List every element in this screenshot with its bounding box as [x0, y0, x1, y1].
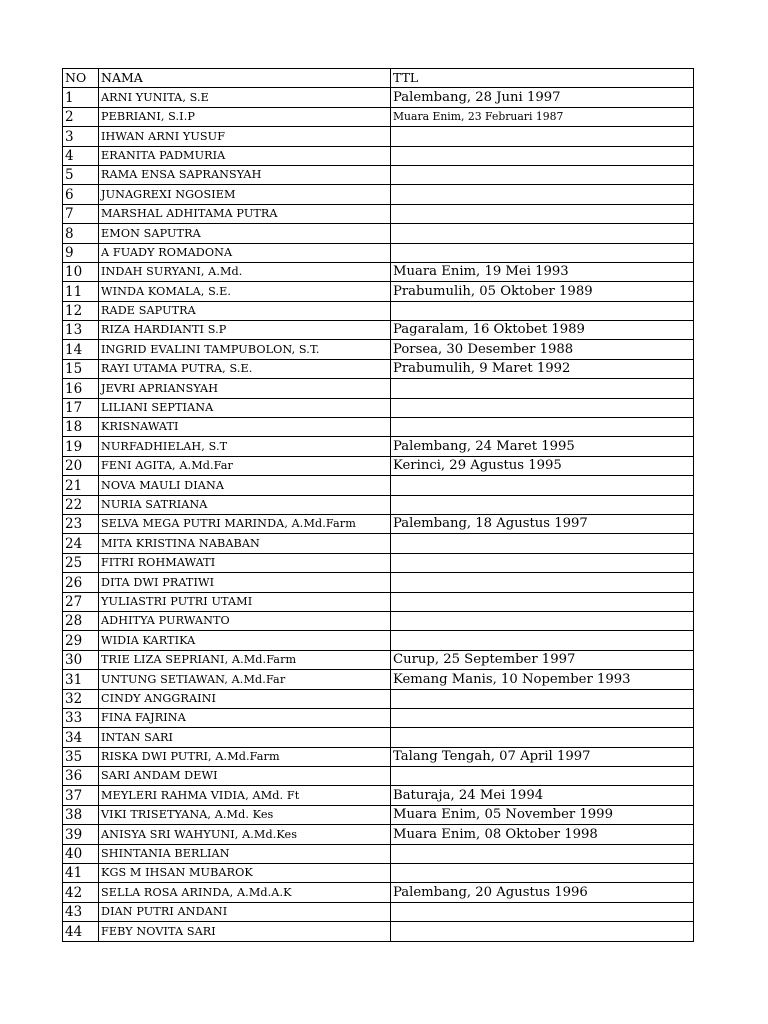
table-row	[63, 747, 694, 766]
birth-place-date-cell	[391, 379, 694, 398]
name-cell: KRISNAWATI	[99, 418, 391, 437]
table-row	[63, 611, 694, 630]
row-number-cell: 40	[63, 844, 99, 863]
birth-place-date-cell	[391, 864, 694, 883]
name-cell: PEBRIANI, S.I.P	[99, 107, 391, 126]
table-row	[63, 224, 694, 243]
birth-place-date-cell: Palembang, 28 Juni 1997	[391, 88, 694, 107]
birth-place-date-cell: Palembang, 20 Agustus 1996	[391, 883, 694, 902]
table-row	[63, 146, 694, 165]
birth-place-date-cell	[391, 902, 694, 921]
table-row	[63, 107, 694, 126]
birth-place-date-cell: Porsea, 30 Desember 1988	[391, 340, 694, 359]
name-list-table	[62, 68, 694, 942]
row-number-cell: 23	[63, 514, 99, 533]
name-cell: A FUADY ROMADONA	[99, 243, 391, 262]
birth-place-date-cell	[391, 185, 694, 204]
birth-place-date-cell: Talang Tengah, 07 April 1997	[391, 747, 694, 766]
table-row	[63, 165, 694, 184]
birth-place-date-cell: Prabumulih, 9 Maret 1992	[391, 359, 694, 378]
birth-place-date-cell: Muara Enim, 19 Mei 1993	[391, 262, 694, 281]
table-row	[63, 398, 694, 417]
name-cell: MARSHAL ADHITAMA PUTRA	[99, 204, 391, 223]
row-number-cell: 42	[63, 883, 99, 902]
name-cell: WINDA KOMALA, S.E.	[99, 282, 391, 301]
name-cell: JUNAGREXI NGOSIEM	[99, 185, 391, 204]
birth-place-date-cell	[391, 844, 694, 863]
birth-place-date-cell	[391, 592, 694, 611]
row-number-cell: 21	[63, 476, 99, 495]
name-cell: ANISYA SRI WAHYUNI, A.Md.Kes	[99, 825, 391, 844]
table-row	[63, 650, 694, 669]
table-row	[63, 321, 694, 340]
table-row	[63, 553, 694, 572]
name-cell: KGS M IHSAN MUBAROK	[99, 864, 391, 883]
name-cell: FITRI ROHMAWATI	[99, 553, 391, 572]
row-number-cell: 25	[63, 553, 99, 572]
name-cell: RAYI UTAMA PUTRA, S.E.	[99, 359, 391, 378]
table-row	[63, 902, 694, 921]
row-number-cell: 13	[63, 321, 99, 340]
name-cell: NOVA MAULI DIANA	[99, 476, 391, 495]
birth-place-date-cell	[391, 553, 694, 572]
name-cell: ADHITYA PURWANTO	[99, 611, 391, 630]
row-number-cell: 15	[63, 359, 99, 378]
birth-place-date-cell: Kerinci, 29 Agustus 1995	[391, 456, 694, 475]
birth-place-date-cell	[391, 534, 694, 553]
row-number-cell: 1	[63, 88, 99, 107]
table-header	[63, 69, 694, 88]
birth-place-date-cell	[391, 476, 694, 495]
birth-place-date-cell	[391, 398, 694, 417]
birth-place-date-cell	[391, 922, 694, 941]
name-cell: IHWAN ARNI YUSUF	[99, 127, 391, 146]
row-number-cell: 12	[63, 301, 99, 320]
table-row	[63, 301, 694, 320]
row-number-cell: 44	[63, 922, 99, 941]
birth-place-date-cell	[391, 204, 694, 223]
table-row	[63, 883, 694, 902]
table-row	[63, 379, 694, 398]
row-number-cell: 41	[63, 864, 99, 883]
table-row	[63, 340, 694, 359]
row-number-cell: 36	[63, 767, 99, 786]
row-number-cell: 33	[63, 708, 99, 727]
name-cell: CINDY ANGGRAINI	[99, 689, 391, 708]
column-header-ttl: TTL	[391, 69, 694, 88]
name-cell: SELLA ROSA ARINDA, A.Md.A.K	[99, 883, 391, 902]
row-number-cell: 19	[63, 437, 99, 456]
birth-place-date-cell	[391, 767, 694, 786]
name-cell: INGRID EVALINI TAMPUBOLON, S.T.	[99, 340, 391, 359]
birth-place-date-cell: Kemang Manis, 10 Nopember 1993	[391, 670, 694, 689]
table-row	[63, 631, 694, 650]
birth-place-date-cell	[391, 301, 694, 320]
row-number-cell: 31	[63, 670, 99, 689]
name-cell: UNTUNG SETIAWAN, A.Md.Far	[99, 670, 391, 689]
birth-place-date-cell	[391, 708, 694, 727]
row-number-cell: 3	[63, 127, 99, 146]
row-number-cell: 7	[63, 204, 99, 223]
birth-place-date-cell: Baturaja, 24 Mei 1994	[391, 786, 694, 805]
row-number-cell: 20	[63, 456, 99, 475]
row-number-cell: 32	[63, 689, 99, 708]
table-row	[63, 88, 694, 107]
table-row	[63, 689, 694, 708]
row-number-cell: 18	[63, 418, 99, 437]
table-row	[63, 476, 694, 495]
row-number-cell: 39	[63, 825, 99, 844]
table-row	[63, 767, 694, 786]
name-cell: FENI AGITA, A.Md.Far	[99, 456, 391, 475]
row-number-cell: 28	[63, 611, 99, 630]
table-row	[63, 728, 694, 747]
column-header-nama: NAMA	[99, 69, 391, 88]
birth-place-date-cell	[391, 495, 694, 514]
name-cell: RISKA DWI PUTRI, A.Md.Farm	[99, 747, 391, 766]
row-number-cell: 6	[63, 185, 99, 204]
row-number-cell: 43	[63, 902, 99, 921]
table-row	[63, 805, 694, 824]
birth-place-date-cell	[391, 224, 694, 243]
table-row	[63, 670, 694, 689]
row-number-cell: 37	[63, 786, 99, 805]
table-row	[63, 359, 694, 378]
name-cell: SELVA MEGA PUTRI MARINDA, A.Md.Farm	[99, 514, 391, 533]
name-cell: EMON SAPUTRA	[99, 224, 391, 243]
row-number-cell: 29	[63, 631, 99, 650]
name-cell: FEBY NOVITA SARI	[99, 922, 391, 941]
name-cell: INTAN SARI	[99, 728, 391, 747]
row-number-cell: 14	[63, 340, 99, 359]
birth-place-date-cell: Muara Enim, 08 Oktober 1998	[391, 825, 694, 844]
table-row	[63, 127, 694, 146]
row-number-cell: 8	[63, 224, 99, 243]
name-cell: RADE SAPUTRA	[99, 301, 391, 320]
name-cell: NURFADHIELAH, S.T	[99, 437, 391, 456]
row-number-cell: 34	[63, 728, 99, 747]
name-cell: LILIANI SEPTIANA	[99, 398, 391, 417]
table-row	[63, 534, 694, 553]
name-cell: RAMA ENSA SAPRANSYAH	[99, 165, 391, 184]
row-number-cell: 9	[63, 243, 99, 262]
name-cell: MEYLERI RAHMA VIDIA, AMd. Ft	[99, 786, 391, 805]
table-row	[63, 592, 694, 611]
name-cell: TRIE LIZA SEPRIANI, A.Md.Farm	[99, 650, 391, 669]
name-cell: DITA DWI PRATIWI	[99, 573, 391, 592]
birth-place-date-cell: Muara Enim, 23 Februari 1987	[391, 107, 694, 126]
table-row	[63, 204, 694, 223]
table-row	[63, 844, 694, 863]
birth-place-date-cell: Palembang, 18 Agustus 1997	[391, 514, 694, 533]
row-number-cell: 17	[63, 398, 99, 417]
birth-place-date-cell	[391, 728, 694, 747]
birth-place-date-cell	[391, 631, 694, 650]
name-cell: JEVRI APRIANSYAH	[99, 379, 391, 398]
name-cell: WIDIA KARTIKA	[99, 631, 391, 650]
table-row	[63, 185, 694, 204]
birth-place-date-cell	[391, 146, 694, 165]
name-cell: SARI ANDAM DEWI	[99, 767, 391, 786]
birth-place-date-cell: Curup, 25 September 1997	[391, 650, 694, 669]
row-number-cell: 27	[63, 592, 99, 611]
name-cell: MITA KRISTINA NABABAN	[99, 534, 391, 553]
row-number-cell: 2	[63, 107, 99, 126]
name-cell: INDAH SURYANI, A.Md.	[99, 262, 391, 281]
row-number-cell: 22	[63, 495, 99, 514]
birth-place-date-cell	[391, 165, 694, 184]
row-number-cell: 4	[63, 146, 99, 165]
birth-place-date-cell	[391, 243, 694, 262]
row-number-cell: 30	[63, 650, 99, 669]
row-number-cell: 38	[63, 805, 99, 824]
row-number-cell: 10	[63, 262, 99, 281]
table-row	[63, 573, 694, 592]
name-cell: ERANITA PADMURIA	[99, 146, 391, 165]
header-row	[63, 69, 694, 88]
name-cell: VIKI TRISETYANA, A.Md. Kes	[99, 805, 391, 824]
row-number-cell: 11	[63, 282, 99, 301]
table-row	[63, 708, 694, 727]
table-row	[63, 282, 694, 301]
name-cell: FINA FAJRINA	[99, 708, 391, 727]
table-row	[63, 418, 694, 437]
table-body	[63, 88, 694, 941]
birth-place-date-cell: Prabumulih, 05 Oktober 1989	[391, 282, 694, 301]
name-cell: ARNI YUNITA, S.E	[99, 88, 391, 107]
birth-place-date-cell	[391, 127, 694, 146]
birth-place-date-cell: Pagaralam, 16 Oktobet 1989	[391, 321, 694, 340]
table-row	[63, 825, 694, 844]
name-cell: SHINTANIA BERLIAN	[99, 844, 391, 863]
table-row	[63, 786, 694, 805]
birth-place-date-cell	[391, 689, 694, 708]
row-number-cell: 24	[63, 534, 99, 553]
table-row	[63, 456, 694, 475]
table-row	[63, 495, 694, 514]
table-row	[63, 437, 694, 456]
row-number-cell: 26	[63, 573, 99, 592]
birth-place-date-cell: Palembang, 24 Maret 1995	[391, 437, 694, 456]
birth-place-date-cell	[391, 611, 694, 630]
row-number-cell: 16	[63, 379, 99, 398]
name-cell: RIZA HARDIANTI S.P	[99, 321, 391, 340]
birth-place-date-cell: Muara Enim, 05 November 1999	[391, 805, 694, 824]
name-cell: NURIA SATRIANA	[99, 495, 391, 514]
table-row	[63, 922, 694, 941]
name-cell: DIAN PUTRI ANDANI	[99, 902, 391, 921]
table-row	[63, 864, 694, 883]
name-cell: YULIASTRI PUTRI UTAMI	[99, 592, 391, 611]
birth-place-date-cell	[391, 418, 694, 437]
row-number-cell: 5	[63, 165, 99, 184]
row-number-cell: 35	[63, 747, 99, 766]
column-header-no: NO	[63, 69, 99, 88]
table-row	[63, 243, 694, 262]
table-row	[63, 262, 694, 281]
table-row	[63, 514, 694, 533]
birth-place-date-cell	[391, 573, 694, 592]
